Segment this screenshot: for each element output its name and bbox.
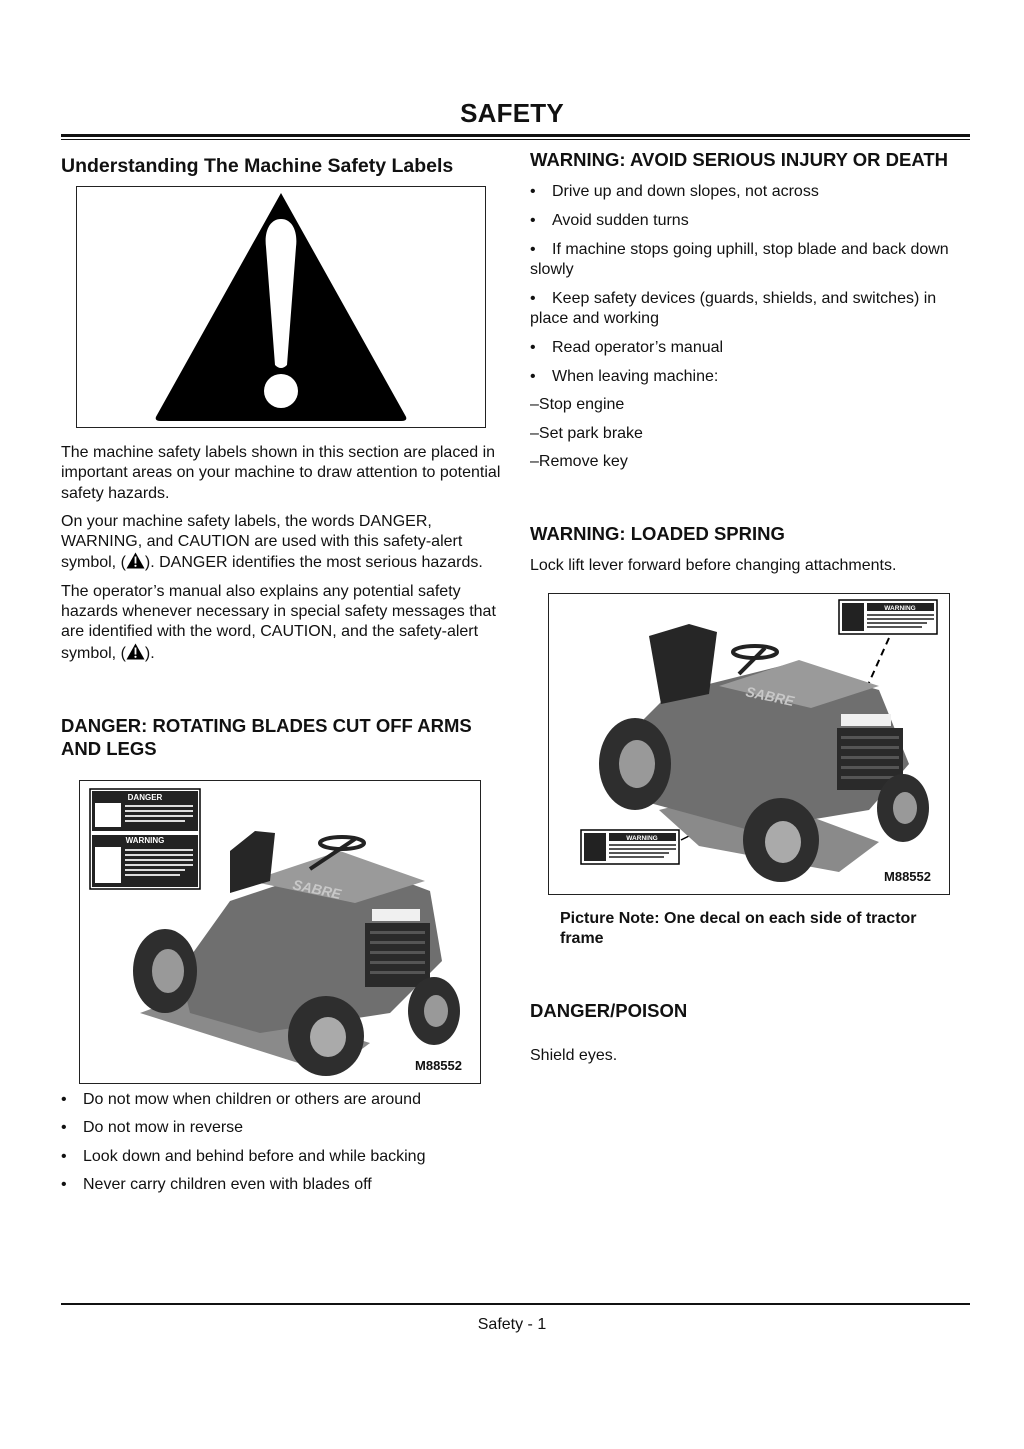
danger-blades-list <box>61 1090 501 1196</box>
list-item: • Drive up and down slopes, not across <box>530 182 972 202</box>
safety-alert-triangle-icon <box>77 187 485 427</box>
labels-heading: Understanding The Machine Safety Labels <box>61 155 454 177</box>
list-item: • Look down and behind before and while backing <box>61 1147 501 1167</box>
labels-paragraph-3 <box>61 582 501 664</box>
labels-paragraph-2-start: On your machine safety labels, the words DANGER, WARNING, and CAUTION are used with this safety-alert symbol, ( <box>61 512 463 572</box>
list-item: • Keep safety devices (guards, shields, and switches) in place and working <box>530 289 972 330</box>
list-item: –Remove key <box>530 453 628 471</box>
list-item: –Stop engine <box>530 396 625 414</box>
labels-paragraph-3-end: ). <box>144 644 155 662</box>
list-item: • When leaving machine: <box>530 367 972 387</box>
tractor-brand-text-right: SABRE <box>744 682 796 709</box>
picture-note: Picture Note: One decal on each side of tractor frame <box>560 909 917 947</box>
poison-text: Shield eyes. <box>530 1047 618 1065</box>
decal-warning-text-top: WARNING <box>884 604 916 612</box>
decal-warning-text-bottom: WARNING <box>626 834 658 842</box>
tractor-illustration-right <box>549 594 949 894</box>
labels-paragraph-2 <box>61 512 501 574</box>
avoid-injury-heading: WARNING: AVOID SERIOUS INJURY OR DEATH <box>530 149 948 170</box>
decal-warning-text: WARNING <box>125 835 165 845</box>
header-rule-thin <box>61 139 970 140</box>
labels-paragraph-2-end: ). DANGER identifies the most serious hazards. <box>144 554 483 572</box>
labels-paragraph-3-start: The operator’s manual also explains any potential safety hazards whenever necessary in special safety messages that are identified with the word, CAUTION, and the safety-alert symbol, ( <box>61 582 496 662</box>
list-item: –Set park brake <box>530 424 643 442</box>
page-title: SAFETY <box>460 98 564 128</box>
right-column <box>530 148 972 1067</box>
page-footer: Safety - 1 <box>477 1316 547 1333</box>
danger-blades-figure <box>79 780 481 1084</box>
safety-alert-figure <box>76 186 486 428</box>
tractor-brand-text: SABRE <box>291 876 343 903</box>
loaded-spring-text: Lock lift lever forward before changing attachments. <box>530 557 897 575</box>
danger-blades-heading: DANGER: ROTATING BLADES CUT OFF ARMS AND LEGS <box>61 714 472 759</box>
left-column <box>61 154 501 1195</box>
list-item: • If machine stops going uphill, stop blade and back down slowly <box>530 240 972 281</box>
list-item: • Avoid sudden turns <box>530 211 972 231</box>
footer-rule <box>61 1303 970 1305</box>
labels-paragraph-1: The machine safety labels shown in this section are placed in important areas on your machine to draw attention to potential safety hazards. <box>61 444 501 502</box>
list-item: • Read operator’s manual <box>530 338 972 358</box>
decal-danger-text: DANGER <box>127 792 163 802</box>
list-item: • Never carry children even with blades off <box>61 1175 501 1195</box>
list-item: • Do not mow when children or others are around <box>61 1090 501 1110</box>
poison-heading: DANGER/POISON <box>530 1000 688 1022</box>
list-item: • Do not mow in reverse <box>61 1118 501 1138</box>
safety-alert-inline-icon <box>126 552 145 569</box>
loaded-spring-figure <box>548 593 950 895</box>
header-rule-thick <box>61 134 970 137</box>
safety-alert-inline-icon-2 <box>126 643 145 660</box>
loaded-spring-heading: WARNING: LOADED SPRING <box>530 523 785 545</box>
figure-id-left: M88552 <box>415 1057 462 1073</box>
avoid-injury-list <box>530 182 972 472</box>
tractor-illustration-left <box>80 781 480 1083</box>
figure-id-right: M88552 <box>884 868 931 884</box>
